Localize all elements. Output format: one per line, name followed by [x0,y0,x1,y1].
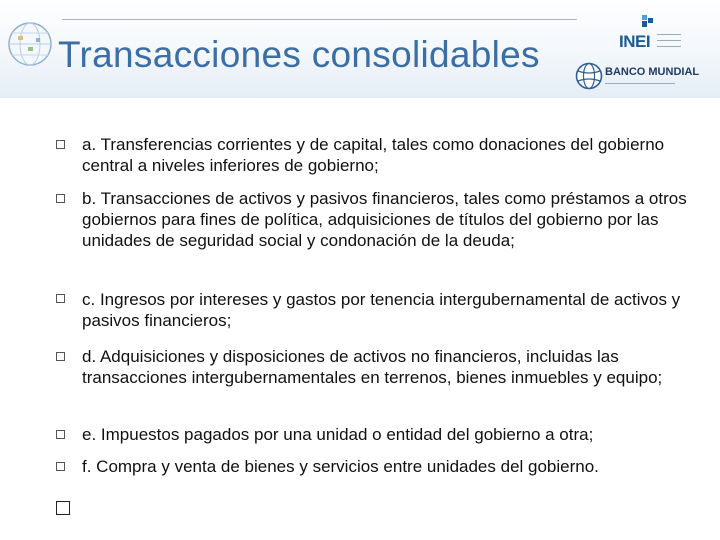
list-item-b: b. Transacciones de activos y pasivos financieros, tales como préstamos a otros gobiernos para fines de política, adquisiciones de títulos del gobierno por las unidades de seguridad social y condonación de la deuda; [82,189,687,250]
bullet-icon [56,294,65,303]
inei-logo-subtext [657,34,681,50]
world-bank-logo-subtext [605,81,675,87]
list-item-c: c. Ingresos por intereses y gastos por tenencia intergubernamental de activos y pasivos financieros; [82,290,681,330]
bullet-icon [56,352,65,361]
list-item-a: a. Transferencias corrientes y de capital, tales como donaciones del gobierno central a niveles inferiores de gobierno; [82,135,665,175]
inei-logo-text: INEI [619,32,651,51]
bullet-icon [56,430,65,439]
list-item-f: f. Compra y venta de bienes y servicios entre unidades del gobierno. [82,457,599,476]
bullet-icon [56,140,65,149]
empty-bullet-icon [56,501,70,515]
decorative-globe-icon [6,18,54,70]
world-bank-logo-text: BANCO MUNDIAL [605,66,700,78]
world-bank-globe-icon [575,62,603,90]
list-item-e: e. Impuestos pagados por una unidad o entidad del gobierno a otra; [82,425,594,444]
slide-title: Transacciones consolidables [58,34,540,75]
list-item-d: d. Adquisiciones y disposiciones de activos no financieros, incluidas las transacciones intergubernamentales en terrenos, bienes inmuebles y equipo; [82,347,663,387]
bullet-icon [56,194,65,203]
header-divider [62,19,577,20]
bullet-icon [56,462,65,471]
